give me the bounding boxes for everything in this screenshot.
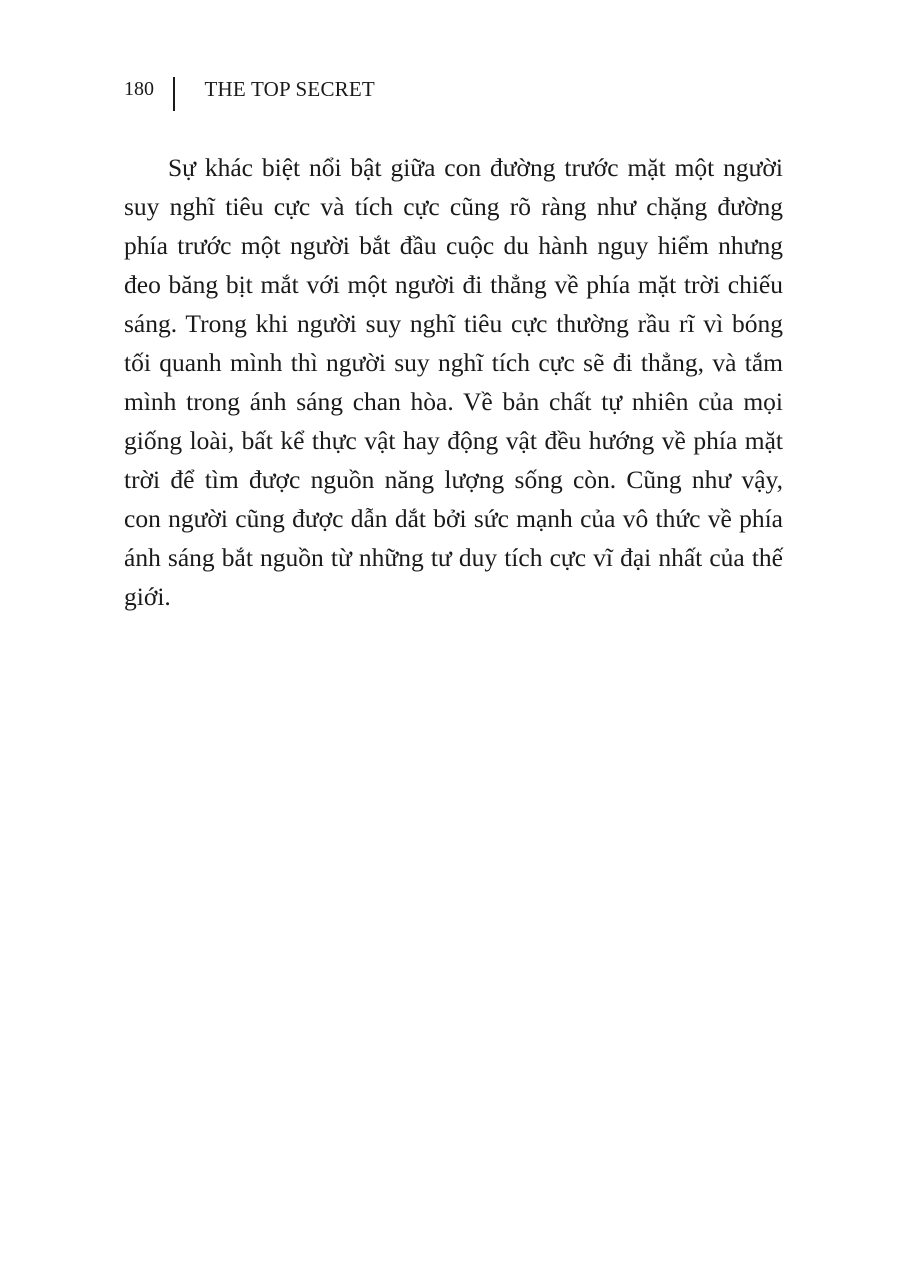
- page-body: [124, 148, 783, 616]
- page-number: 180: [124, 78, 154, 100]
- book-title: THE TOP SECRET: [204, 76, 375, 101]
- running-header: [124, 76, 375, 112]
- header-divider: [173, 77, 175, 111]
- body-paragraph: Sự khác biệt nổi bật giữa con đường trước mặt một người suy nghĩ tiêu cực và tích cực cũng rõ ràng như chặng đường phía trước một người bắt đầu cuộc du hành nguy hiểm nhưng đeo băng bịt mắt với một người đi thẳng về phía mặt trời chiếu sáng. Trong khi người suy nghĩ tiêu cực thường rầu rĩ vì bóng tối quanh mình thì người suy nghĩ tích cực sẽ đi thẳng, và tắm mình trong ánh sáng chan hòa. Về bản chất tự nhiên của mọi giống loài, bất kể thực vật hay động vật đều hướng về phía mặt trời để tìm được nguồn năng lượng sống còn. Cũng như vậy, con người cũng được dẫn dắt bởi sức mạnh của vô thức về phía ánh sáng bắt nguồn từ những tư duy tích cực vĩ đại nhất của thế giới.: [124, 153, 783, 611]
